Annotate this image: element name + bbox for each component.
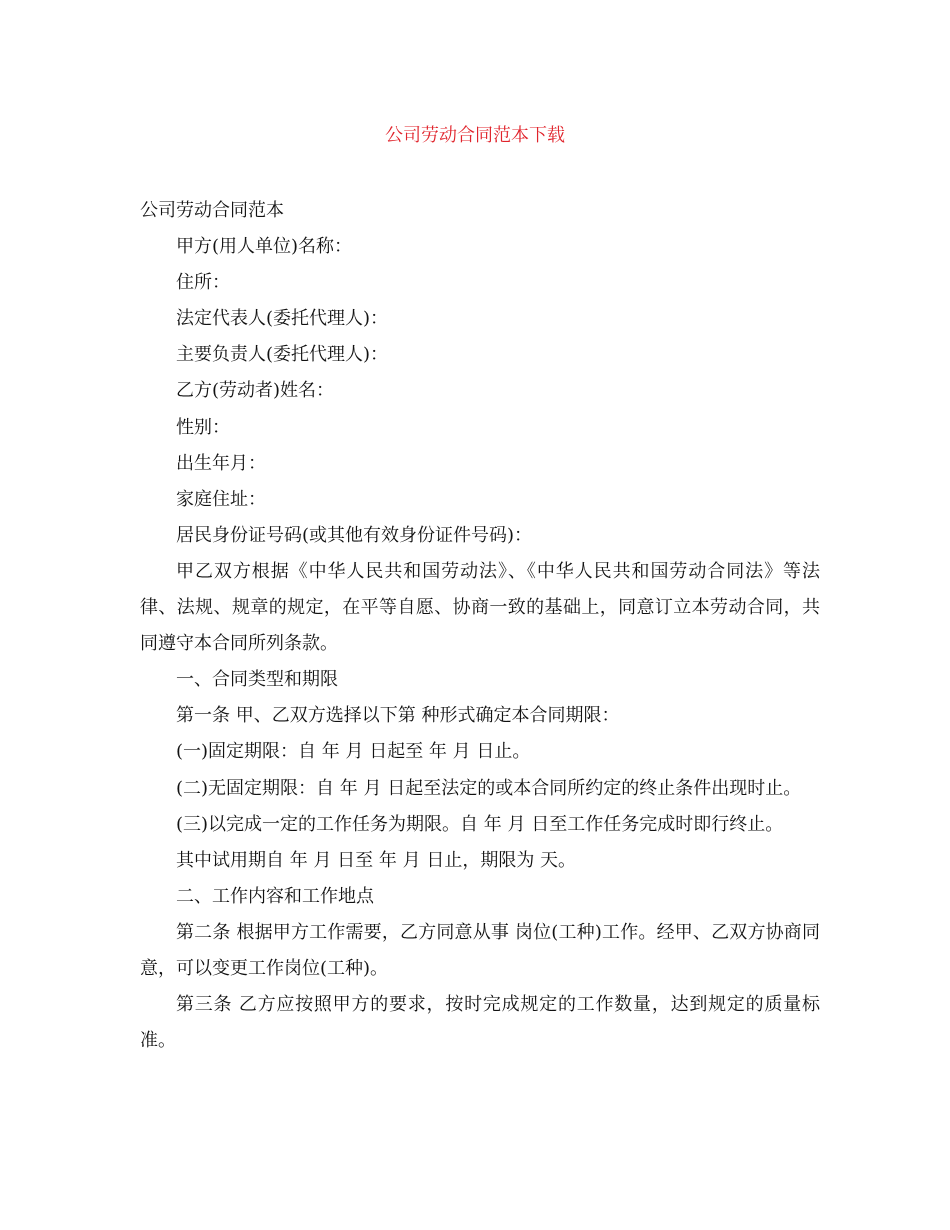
article-3: 第三条 乙方应按照甲方的要求，按时完成规定的工作数量，达到规定的质量标准。 (140, 994, 820, 1052)
birth-date-field: 出生年月： (176, 452, 266, 474)
probation-period: 其中试用期自 年 月 日至 年 月 日止，期限为 天。 (176, 849, 577, 871)
document-body (140, 193, 820, 1059)
option-task-based: (三)以完成一定的工作任务为期限。自 年 月 日至工作任务完成时即行终止。 (176, 813, 784, 835)
preamble-paragraph: 甲乙双方根据《中华人民共和国劳动法》、《中华人民共和国劳动合同法》等法律、法规、规章的规定，在平等自愿、协商一致的基础上，同意订立本劳动合同，共同遵守本合同所列条款。 (140, 560, 820, 655)
home-address-field: 家庭住址： (176, 488, 266, 510)
legal-representative-field: 法定代表人(委托代理人)： (176, 308, 389, 330)
article-1: 第一条 甲、乙双方选择以下第 种形式确定本合同期限： (176, 705, 620, 727)
option-fixed-term: (一)固定期限：自 年 月 日起至 年 月 日止。 (176, 741, 531, 763)
party-a-name-field: 甲方(用人单位)名称： (176, 236, 353, 258)
option-open-ended: (二)无固定期限：自 年 月 日起至法定的或本合同所约定的终止条件出现时止。 (176, 777, 802, 799)
section-heading-work-content: 二、工作内容和工作地点 (176, 885, 374, 907)
party-a-address-field: 住所： (176, 272, 230, 294)
contract-heading: 公司劳动合同范本 (140, 200, 284, 221)
party-b-name-field: 乙方(劳动者)姓名： (176, 380, 335, 402)
id-number-field: 居民身份证号码(或其他有效身份证件号码)： (176, 524, 533, 546)
document-title: 公司劳动合同范本下载 (385, 125, 565, 146)
principal-person-field: 主要负责人(委托代理人)： (176, 344, 389, 366)
article-2: 第二条 根据甲方工作需要，乙方同意从事 岗位(工种)工作。经甲、乙双方协商同意，可以变更工作岗位(工种)。 (140, 921, 820, 979)
section-heading-contract-type: 一、合同类型和期限 (176, 669, 338, 691)
gender-field: 性别： (176, 416, 230, 438)
